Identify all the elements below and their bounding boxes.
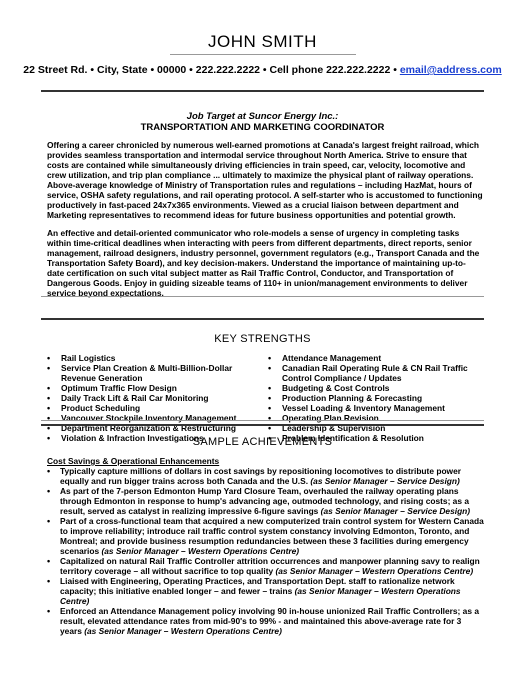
- strength-item: • Violation & Infraction Investigations: [47, 433, 262, 443]
- contact-details: 22 Street Rd. • City, State • 00000 • 222.222.2222 • Cell phone 222.222.2222 •: [23, 64, 400, 76]
- achievement-item: [47, 466, 485, 486]
- achievements-divider-mid: [41, 424, 484, 426]
- name-underline: [170, 54, 356, 55]
- strength-item: • Department Reorganization & Restructuring: [47, 423, 262, 433]
- achievement-item: [47, 606, 485, 636]
- strength-item: • Vancouver Stockpile Inventory Management: [47, 413, 262, 423]
- header-divider: [41, 90, 484, 92]
- job-target: Job Target at Suncor Energy Inc.:: [186, 111, 339, 122]
- strengths-divider-top: [41, 296, 484, 297]
- strengths-divider-mid: [41, 318, 484, 320]
- achievement-item: [47, 576, 485, 606]
- strength-item: • Service Plan Creation & Multi-Billion-Dollar Revenue Generation: [47, 363, 262, 383]
- achievement-role: (as Senior Manager – Western Operations Centre): [101, 546, 300, 556]
- strength-item: • Budgeting & Cost Controls: [268, 383, 486, 393]
- strength-item: • Operating Plan Revision: [268, 413, 486, 423]
- achievement-text: Enforced an Attendance Management policy involving 90 in-house unionized Rail Traffic Controllers; as a result, elevated attendance rates from mid-90's to 99% - and maintained this above-average rate for 3 years: [60, 606, 479, 636]
- achievement-role: (as Senior Manager – Service Design): [310, 476, 460, 486]
- strength-item: • Attendance Management: [268, 353, 486, 363]
- achievement-text: Liaised with Engineering, Operating Practices, and Transportation Dept. staff to rationalize network capacity; this initiative enabled longer – and fewer – trains: [60, 576, 455, 596]
- achievement-text: Typically capture millions of dollars in cost savings by repositioning locomotives to distribute power equally and run bigger trains across both Canada and the U.S.: [60, 466, 461, 486]
- strength-item: • Rail Logistics: [47, 353, 262, 363]
- contact-line: [0, 64, 525, 76]
- achievement-role: (as Senior Manager – Western Operations Centre): [84, 626, 282, 636]
- achievements-list: [47, 466, 485, 636]
- achievement-role: (as Senior Manager – Western Operations Centre): [60, 586, 461, 606]
- candidate-name: JOHN SMITH: [208, 32, 317, 51]
- sample-achievements-title: SAMPLE ACHIEVEMENTS: [192, 436, 333, 448]
- strength-item: • Optimum Traffic Flow Design: [47, 383, 262, 393]
- achievements-divider-top: [41, 420, 484, 421]
- summary-paragraph-1: Offering a career chronicled by numerous well-earned promotions at Canada's largest freight railroad, which provides seamless transportation and intermodal service throughout North America. Strive to ensure that costs are contained while simultaneously driving efficiencies in train speed, car, velocity, locomotive and crew utilization, and trip plan compliance ... ultimately to maximize the physical plant of railway operations. Above-average knowledge of Ministry of Transportation rules and regulations – including HazMat, hours of service, OSHA safety regulations, and rail operating protocol. A self-starter who is accustomed to functioning productively in fast-paced 24x7x365 environments. Viewed as a crucial liaison between department and Marketing representatives to recommend ideas for future business opportunities and potential growth.: [47, 140, 483, 220]
- achievements-subheading: Cost Savings & Operational Enhancements: [47, 456, 220, 466]
- strengths-left-list: [47, 353, 262, 443]
- key-strengths-title: KEY STRENGTHS: [214, 333, 311, 345]
- strength-item: • Leadership & Supervision: [268, 423, 486, 433]
- achievement-item: [47, 486, 485, 516]
- achievement-text: As part of the 7-person Edmonton Hump Yard Closure Team, overhauled the railway operating plans through Edmonton in response to hump's advancing age, outmoded technology, and rising costs; as a result, served as catalyst in realizing impressive 6-figure savings: [60, 486, 469, 516]
- achievement-role: (as Senior Manager – Western Operations Centre): [275, 566, 474, 576]
- achievement-item: [47, 516, 485, 556]
- strength-item: • Problem Identification & Resolution: [268, 433, 486, 443]
- email-link[interactable]: email@address.com: [399, 64, 502, 76]
- strengths-right-list: [268, 353, 486, 443]
- achievement-item: [47, 556, 485, 576]
- achievement-role: (as Senior Manager – Service Design): [320, 506, 471, 516]
- achievement-text: Capitalized on natural Rail Traffic Controller attrition occurrences and manpower planning savy to realign territory coverage – all without sacrifice to top quality: [60, 556, 480, 576]
- job-title: TRANSPORTATION AND MARKETING COORDINATOR: [140, 122, 385, 133]
- strength-item: • Daily Track Lift & Rail Car Monitoring: [47, 393, 262, 403]
- strength-item: • Canadian Rail Operating Rule & CN Rail Traffic Control Compliance / Updates: [268, 363, 486, 383]
- summary-paragraph-2: An effective and detail-oriented communicator who role-models a sense of urgency in completing tasks within time-critical deadlines when interacting with peers from different departments, direct reports, senior management, railroad designers, industry personnel, government regulators (e.g., Transport Canada and the Transportation Safety Board), and key decision-makers. Understand the importance of maintaining up-to-date certification on such vital subject matter as Rail Traffic Control, Conductor, and Transportation of Dangerous Goods. Enjoy in guiding sizeable teams of 110+ in union/management environments to deliver service beyond expectations.: [47, 228, 480, 298]
- strength-item: • Product Scheduling: [47, 403, 262, 413]
- strength-item: • Vessel Loading & Inventory Management: [268, 403, 486, 413]
- strength-item: • Production Planning & Forecasting: [268, 393, 486, 403]
- achievement-text: Part of a cross-functional team that acquired a new computerized train control system for Western Canada to improve reliability; introduce rail traffic control system constancy involving Edmonton, Toronto, and Montreal; and provide business resumption redundancies between these 3 facilities during emergency scenarios: [60, 516, 484, 556]
